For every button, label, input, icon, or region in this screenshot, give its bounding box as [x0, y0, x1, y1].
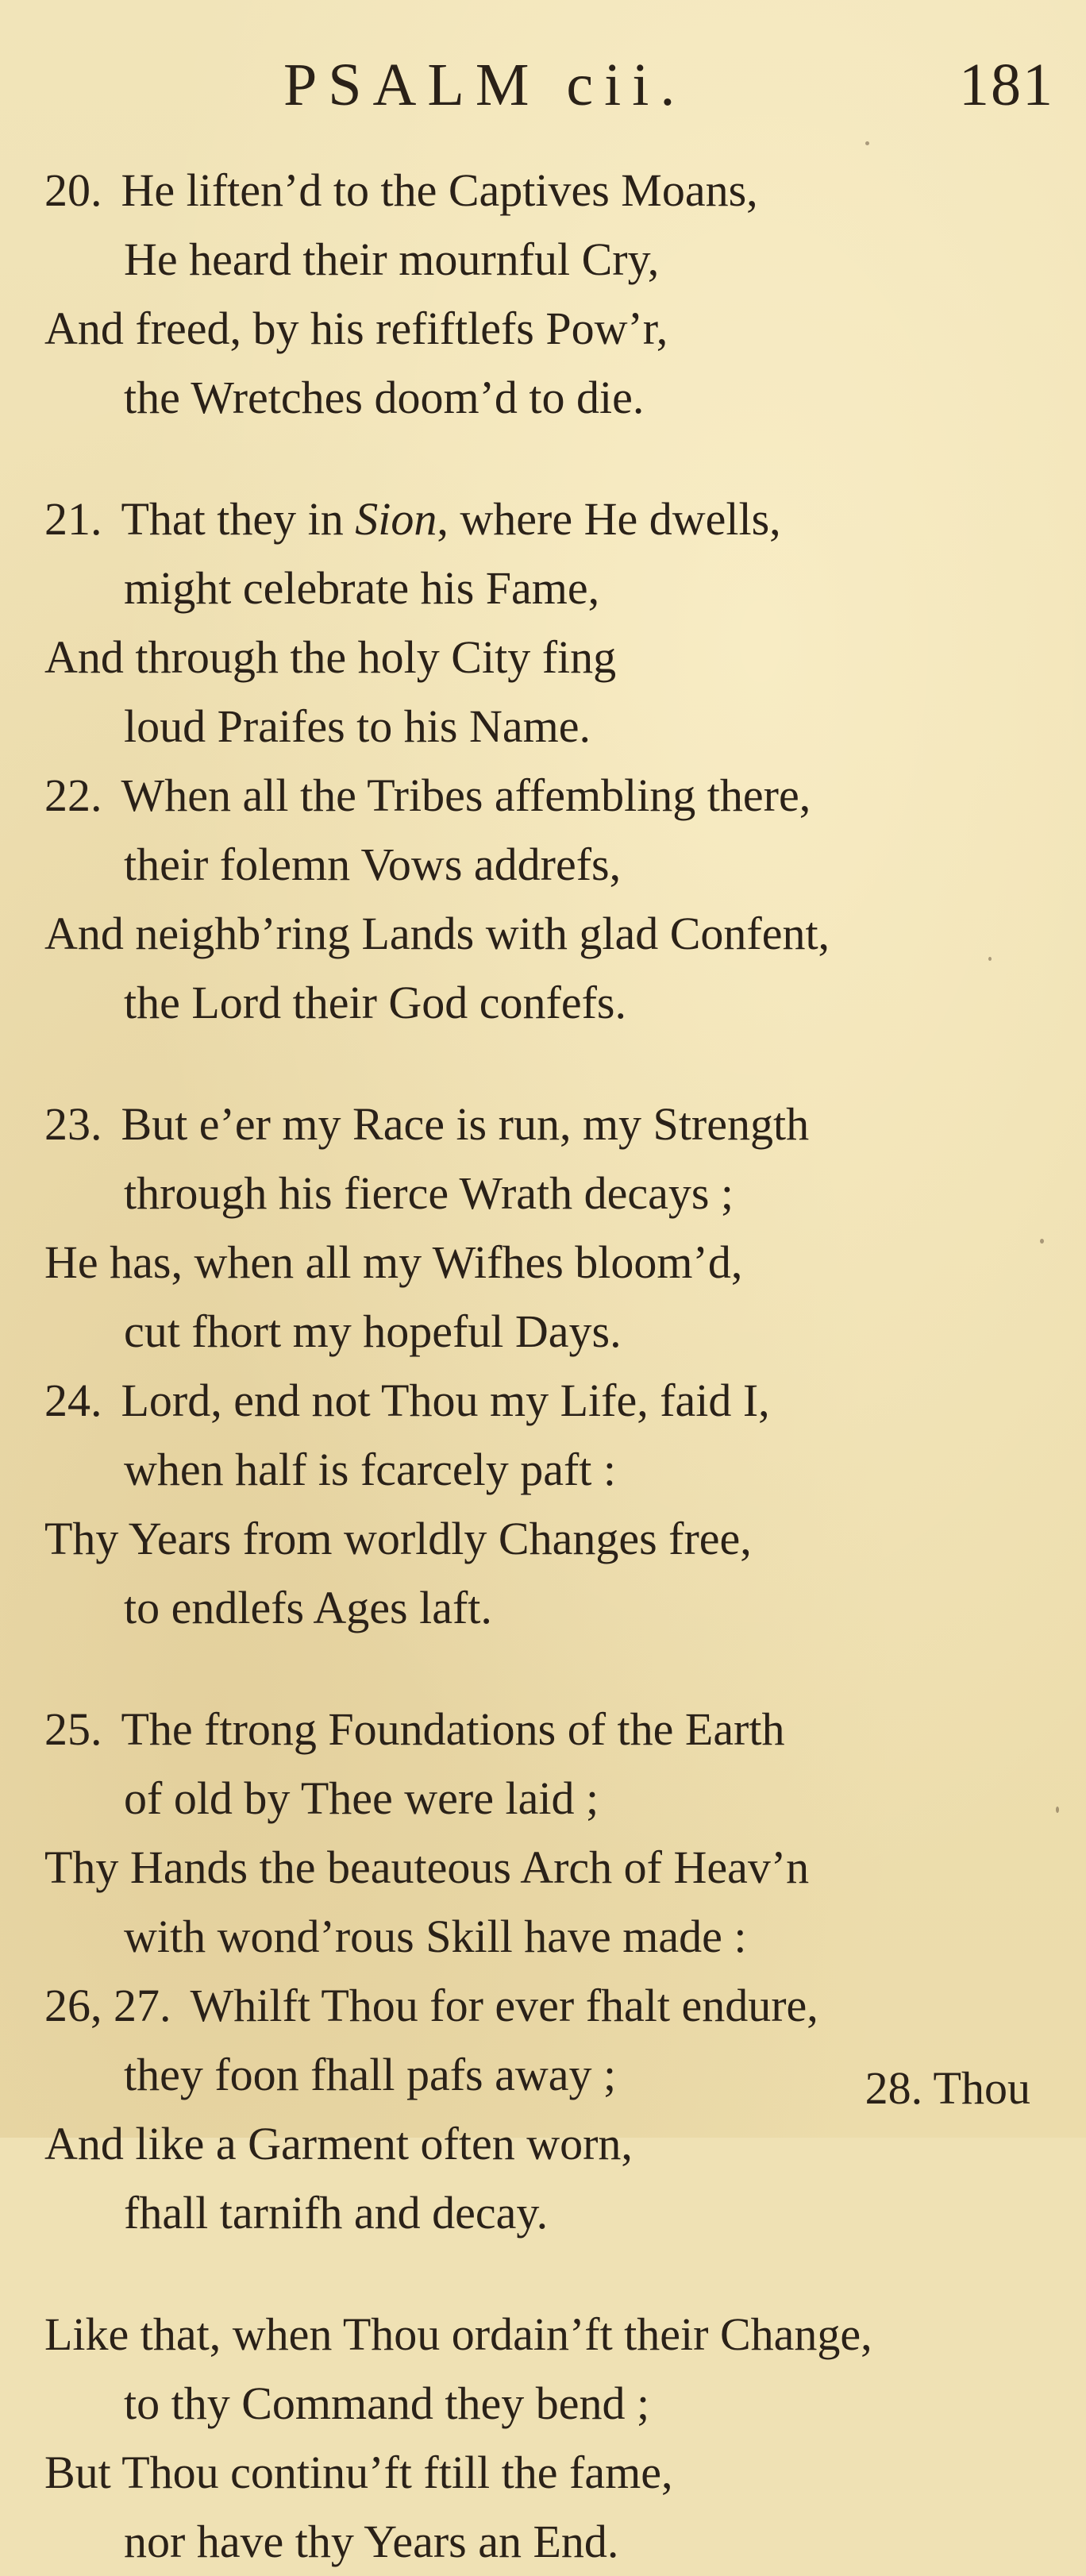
stanza-gap: [0, 1642, 1086, 1695]
verse-number: 24.: [44, 1375, 102, 1426]
verse-line: fhall tarnifh and decay.: [124, 2187, 549, 2239]
verse-line: He heard their mournful Cry,: [124, 233, 660, 285]
verse-number: 22.: [44, 769, 102, 821]
paper-speck: [1056, 1807, 1059, 1813]
verse-line: when half is fcarcely paft :: [124, 1444, 616, 1495]
paper-speck: [865, 141, 869, 145]
stanza-gap: [0, 1037, 1086, 1089]
verse-line: But Thou continu’ft ftill the fame,: [44, 2447, 673, 2498]
verse-line: 21. That they in Sion, where He dwells,: [0, 484, 1086, 553]
stanza-gap: [0, 2247, 1086, 2300]
verse-line: And neighb’ring Lands with glad Confent,: [44, 908, 830, 959]
running-header: [0, 49, 1086, 121]
verse-number: 25.: [44, 1703, 102, 1755]
verse-line: 23. But e’er my Race is run, my Strength: [0, 1089, 1086, 1159]
verse-number: 23.: [44, 1098, 102, 1150]
italic-word: Sion: [355, 493, 437, 545]
stanza-gap: [0, 432, 1086, 484]
verse-line: to thy Command they bend ;: [124, 2377, 650, 2429]
verse-line: with wond’rous Skill have made :: [124, 1911, 747, 1962]
verse-line: might celebrate his Fame,: [124, 562, 600, 614]
verse-line: through his fierce Wrath decays ;: [124, 1167, 734, 1219]
verse-line: their folemn Vows addrefs,: [124, 839, 622, 890]
verse-line: the Lord their God confefs.: [124, 977, 626, 1028]
verse-line: nor have thy Years an End.: [124, 2516, 619, 2567]
verse-line: 24. Lord, end not Thou my Life, faid I,: [0, 1366, 1086, 1435]
paper-speck: [1040, 1239, 1044, 1244]
paper-speck: [988, 957, 992, 961]
verse-line: 20. He liften’d to the Captives Moans,: [0, 156, 1086, 225]
verse-line: loud Praifes to his Name.: [124, 700, 591, 752]
page-number: 181: [959, 52, 1054, 118]
verse-line: He has, when all my Wifhes bloom’d,: [44, 1236, 743, 1288]
verse-line: of old by Thee were laid ;: [124, 1772, 599, 1824]
verse-line: the Wretches doom’d to die.: [124, 372, 645, 423]
verse-line: cut fhort my hopeful Days.: [124, 1305, 622, 1357]
psalm-text: [0, 156, 1086, 2576]
verse-line: to endlefs Ages laft.: [124, 1582, 492, 1633]
verse-number: 20.: [44, 164, 102, 216]
running-title: PSALM cii.: [283, 52, 687, 118]
verse-number: 26, 27.: [44, 1980, 171, 2031]
verse-line: And freed, by his refiftlefs Pow’r,: [44, 303, 668, 354]
verse-line: 26, 27. Whilft Thou for ever fhalt endure,: [0, 1971, 1086, 2040]
verse-line: they foon fhall pafs away ;: [124, 2049, 617, 2100]
verse-line: And like a Garment often worn,: [44, 2118, 633, 2169]
verse-line: 25. The ftrong Foundations of the Earth: [0, 1695, 1086, 1764]
verse-number: 21.: [44, 493, 102, 545]
verse-line: And through the holy City fing: [44, 631, 617, 683]
catchword: 28. Thou: [865, 2062, 1030, 2114]
verse-line: Like that, when Thou ordain’ft their Change,: [44, 2308, 872, 2360]
verse-line: Thy Years from worldly Changes free,: [44, 1513, 752, 1564]
verse-line: Thy Hands the beauteous Arch of Heav’n: [44, 1841, 810, 1893]
verse-line: 22. When all the Tribes affembling there,: [0, 761, 1086, 830]
